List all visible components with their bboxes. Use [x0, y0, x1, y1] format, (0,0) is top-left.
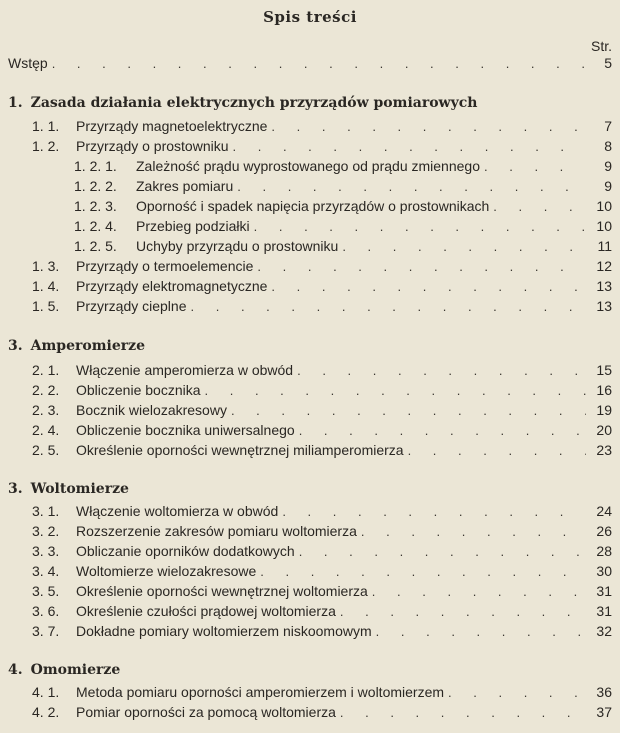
toc-entry — [74, 238, 612, 258]
entry-page: 26 — [596, 523, 612, 539]
page-title: Spis treści — [263, 8, 357, 26]
entry-number: 2. 2. — [32, 382, 60, 398]
entry-number: 4. 1. — [32, 684, 60, 700]
entry-number: 1. 2. — [32, 138, 60, 154]
toc-entry — [32, 278, 612, 298]
entry-text: Wstęp — [8, 55, 48, 71]
entry-text: Określenie oporności wewnętrznej miliamperomierza — [76, 442, 404, 458]
entry-text: Przebieg podziałki — [136, 218, 250, 234]
toc-entry — [32, 362, 612, 382]
entry-text: Rozszerzenie zakresów pomiaru woltomierza — [76, 523, 357, 539]
entry-text: Włączenie amperomierza w obwód — [76, 362, 294, 378]
toc-entry — [32, 298, 612, 318]
entry-page: 36 — [596, 684, 612, 700]
entry-page: 37 — [596, 704, 612, 720]
entry-number: 1. 5. — [32, 298, 60, 314]
leader-dots — [237, 179, 586, 194]
section-number: 4. — [8, 662, 23, 678]
toc-entry — [32, 563, 612, 583]
entry-page: 9 — [604, 178, 612, 194]
leader-dots — [257, 259, 586, 274]
leader-dots — [448, 685, 586, 700]
toc-entry — [32, 258, 612, 278]
section-title: Amperomierze — [30, 338, 145, 354]
leader-dots — [52, 56, 586, 71]
leader-dots — [372, 584, 586, 599]
section-heading — [8, 481, 129, 497]
entry-number: 3. 2. — [32, 523, 60, 539]
entry-text: Dokładne pomiary woltomierzem niskoomowym — [76, 623, 372, 639]
entry-page: 12 — [596, 258, 612, 274]
leader-dots — [231, 403, 586, 418]
page-column-label: Str. — [590, 38, 612, 54]
entry-number: 3. 5. — [32, 583, 60, 599]
leader-dots — [271, 119, 586, 134]
entry-number: 1. 2. 2. — [74, 178, 117, 194]
toc-entry — [32, 623, 612, 643]
entry-number: 1. 2. 5. — [74, 238, 117, 254]
entry-text: Określenie czułości prądowej woltomierza — [76, 603, 336, 619]
toc-entry — [32, 118, 612, 138]
toc-entry — [32, 382, 612, 402]
entry-number: 2. 5. — [32, 442, 60, 458]
entry-text: Przyrządy cieplne — [76, 298, 187, 314]
toc-entry — [74, 198, 612, 218]
toc-entry — [32, 603, 612, 623]
entry-number: 2. 1. — [32, 362, 60, 378]
toc-entry — [32, 402, 612, 422]
leader-dots — [282, 504, 586, 519]
entry-text: Przyrządy elektromagnetyczne — [76, 278, 268, 294]
entry-page: 7 — [604, 118, 612, 134]
section-number: 1. — [8, 95, 23, 111]
toc-entry — [74, 178, 612, 198]
leader-dots — [493, 199, 586, 214]
entry-number: 3. 3. — [32, 543, 60, 559]
entry-number: 1. 4. — [32, 278, 60, 294]
leader-dots — [191, 299, 587, 314]
leader-dots — [205, 383, 586, 398]
toc-entry — [32, 523, 612, 543]
entry-text: Włączenie woltomierza w obwód — [76, 503, 279, 519]
entry-page: 30 — [596, 563, 612, 579]
entry-number: 1. 3. — [32, 258, 60, 274]
entry-text: Zależność prądu wyprostowanego od prądu zmiennego — [136, 158, 480, 174]
entry-text: Oporność i spadek napięcia przyrządów o prostownikach — [136, 198, 490, 214]
toc-entry — [32, 503, 612, 523]
entry-page: 10 — [596, 218, 612, 234]
leader-dots — [484, 159, 586, 174]
entry-page: 16 — [596, 382, 612, 398]
entry-number: 3. 7. — [32, 623, 60, 639]
leader-dots — [297, 363, 586, 378]
toc-entry — [32, 138, 612, 158]
entry-text: Przyrządy o termoelemencie — [76, 258, 254, 274]
leader-dots — [361, 524, 586, 539]
leader-dots — [233, 139, 586, 154]
leader-dots — [299, 544, 586, 559]
entry-page: 13 — [596, 298, 612, 314]
entry-page: 28 — [596, 543, 612, 559]
entry-page: 24 — [596, 503, 612, 519]
entry-page: 10 — [596, 198, 612, 214]
entry-page: 5 — [604, 55, 612, 71]
entry-number: 3. 4. — [32, 563, 60, 579]
entry-text: Uchyby przyrządu o prostowniku — [136, 238, 339, 254]
section-number: 3. — [8, 481, 23, 497]
entry-page: 9 — [604, 158, 612, 174]
leader-dots — [342, 239, 586, 254]
toc-entry — [32, 442, 612, 462]
leader-dots — [299, 423, 586, 438]
leader-dots — [271, 279, 586, 294]
section-heading — [8, 662, 120, 678]
leader-dots — [408, 443, 586, 458]
toc-entry — [32, 422, 612, 442]
entry-page: 23 — [596, 442, 612, 458]
entry-text: Obliczanie oporników dodatkowych — [76, 543, 295, 559]
entry-number: 1. 2. 3. — [74, 198, 117, 214]
entry-number: 1. 2. 4. — [74, 218, 117, 234]
entry-number: 3. 1. — [32, 503, 60, 519]
toc-entry — [74, 158, 612, 178]
section-heading — [8, 95, 477, 111]
entry-text: Obliczenie bocznika uniwersalnego — [76, 422, 295, 438]
entry-page: 13 — [596, 278, 612, 294]
section-heading — [8, 338, 145, 354]
toc-entry-intro — [8, 55, 612, 75]
entry-number: 2. 3. — [32, 402, 60, 418]
leader-dots — [260, 564, 586, 579]
entry-page: 19 — [596, 402, 612, 418]
entry-text: Metoda pomiaru oporności amperomierzem i woltomierzem — [76, 684, 445, 700]
entry-text: Obliczenie bocznika — [76, 382, 201, 398]
entry-text: Przyrządy o prostowniku — [76, 138, 229, 154]
entry-text: Przyrządy magnetoelektryczne — [76, 118, 268, 134]
entry-text: Woltomierze wielozakresowe — [76, 563, 257, 579]
entry-text: Pomiar oporności za pomocą woltomierza — [76, 704, 336, 720]
entry-text: Zakres pomiaru — [136, 178, 234, 194]
toc-entry — [32, 543, 612, 563]
entry-number: 1. 1. — [32, 118, 60, 134]
leader-dots — [376, 624, 586, 639]
toc-entry — [32, 684, 612, 704]
toc-entry — [32, 583, 612, 603]
section-title: Woltomierze — [30, 481, 129, 497]
entry-page: 8 — [604, 138, 612, 154]
entry-page: 15 — [596, 362, 612, 378]
section-number: 3. — [8, 338, 23, 354]
entry-number: 4. 2. — [32, 704, 60, 720]
toc-entry — [74, 218, 612, 238]
entry-text: Określenie oporności wewnętrznej woltomierza — [76, 583, 368, 599]
entry-number: 3. 6. — [32, 603, 60, 619]
entry-number: 2. 4. — [32, 422, 60, 438]
entry-page: 11 — [597, 238, 612, 254]
entry-number: 1. 2. 1. — [74, 158, 117, 174]
entry-page: 31 — [596, 583, 612, 599]
entry-page: 31 — [596, 603, 612, 619]
entry-page: 20 — [596, 422, 612, 438]
section-title: Zasada działania elektrycznych przyrządów pomiarowych — [30, 95, 478, 111]
leader-dots — [340, 604, 586, 619]
leader-dots — [340, 705, 586, 720]
toc-entry — [32, 704, 612, 724]
section-title: Omomierze — [30, 662, 121, 678]
entry-text: Bocznik wielozakresowy — [76, 402, 227, 418]
entry-page: 32 — [596, 623, 612, 639]
leader-dots — [254, 219, 586, 234]
